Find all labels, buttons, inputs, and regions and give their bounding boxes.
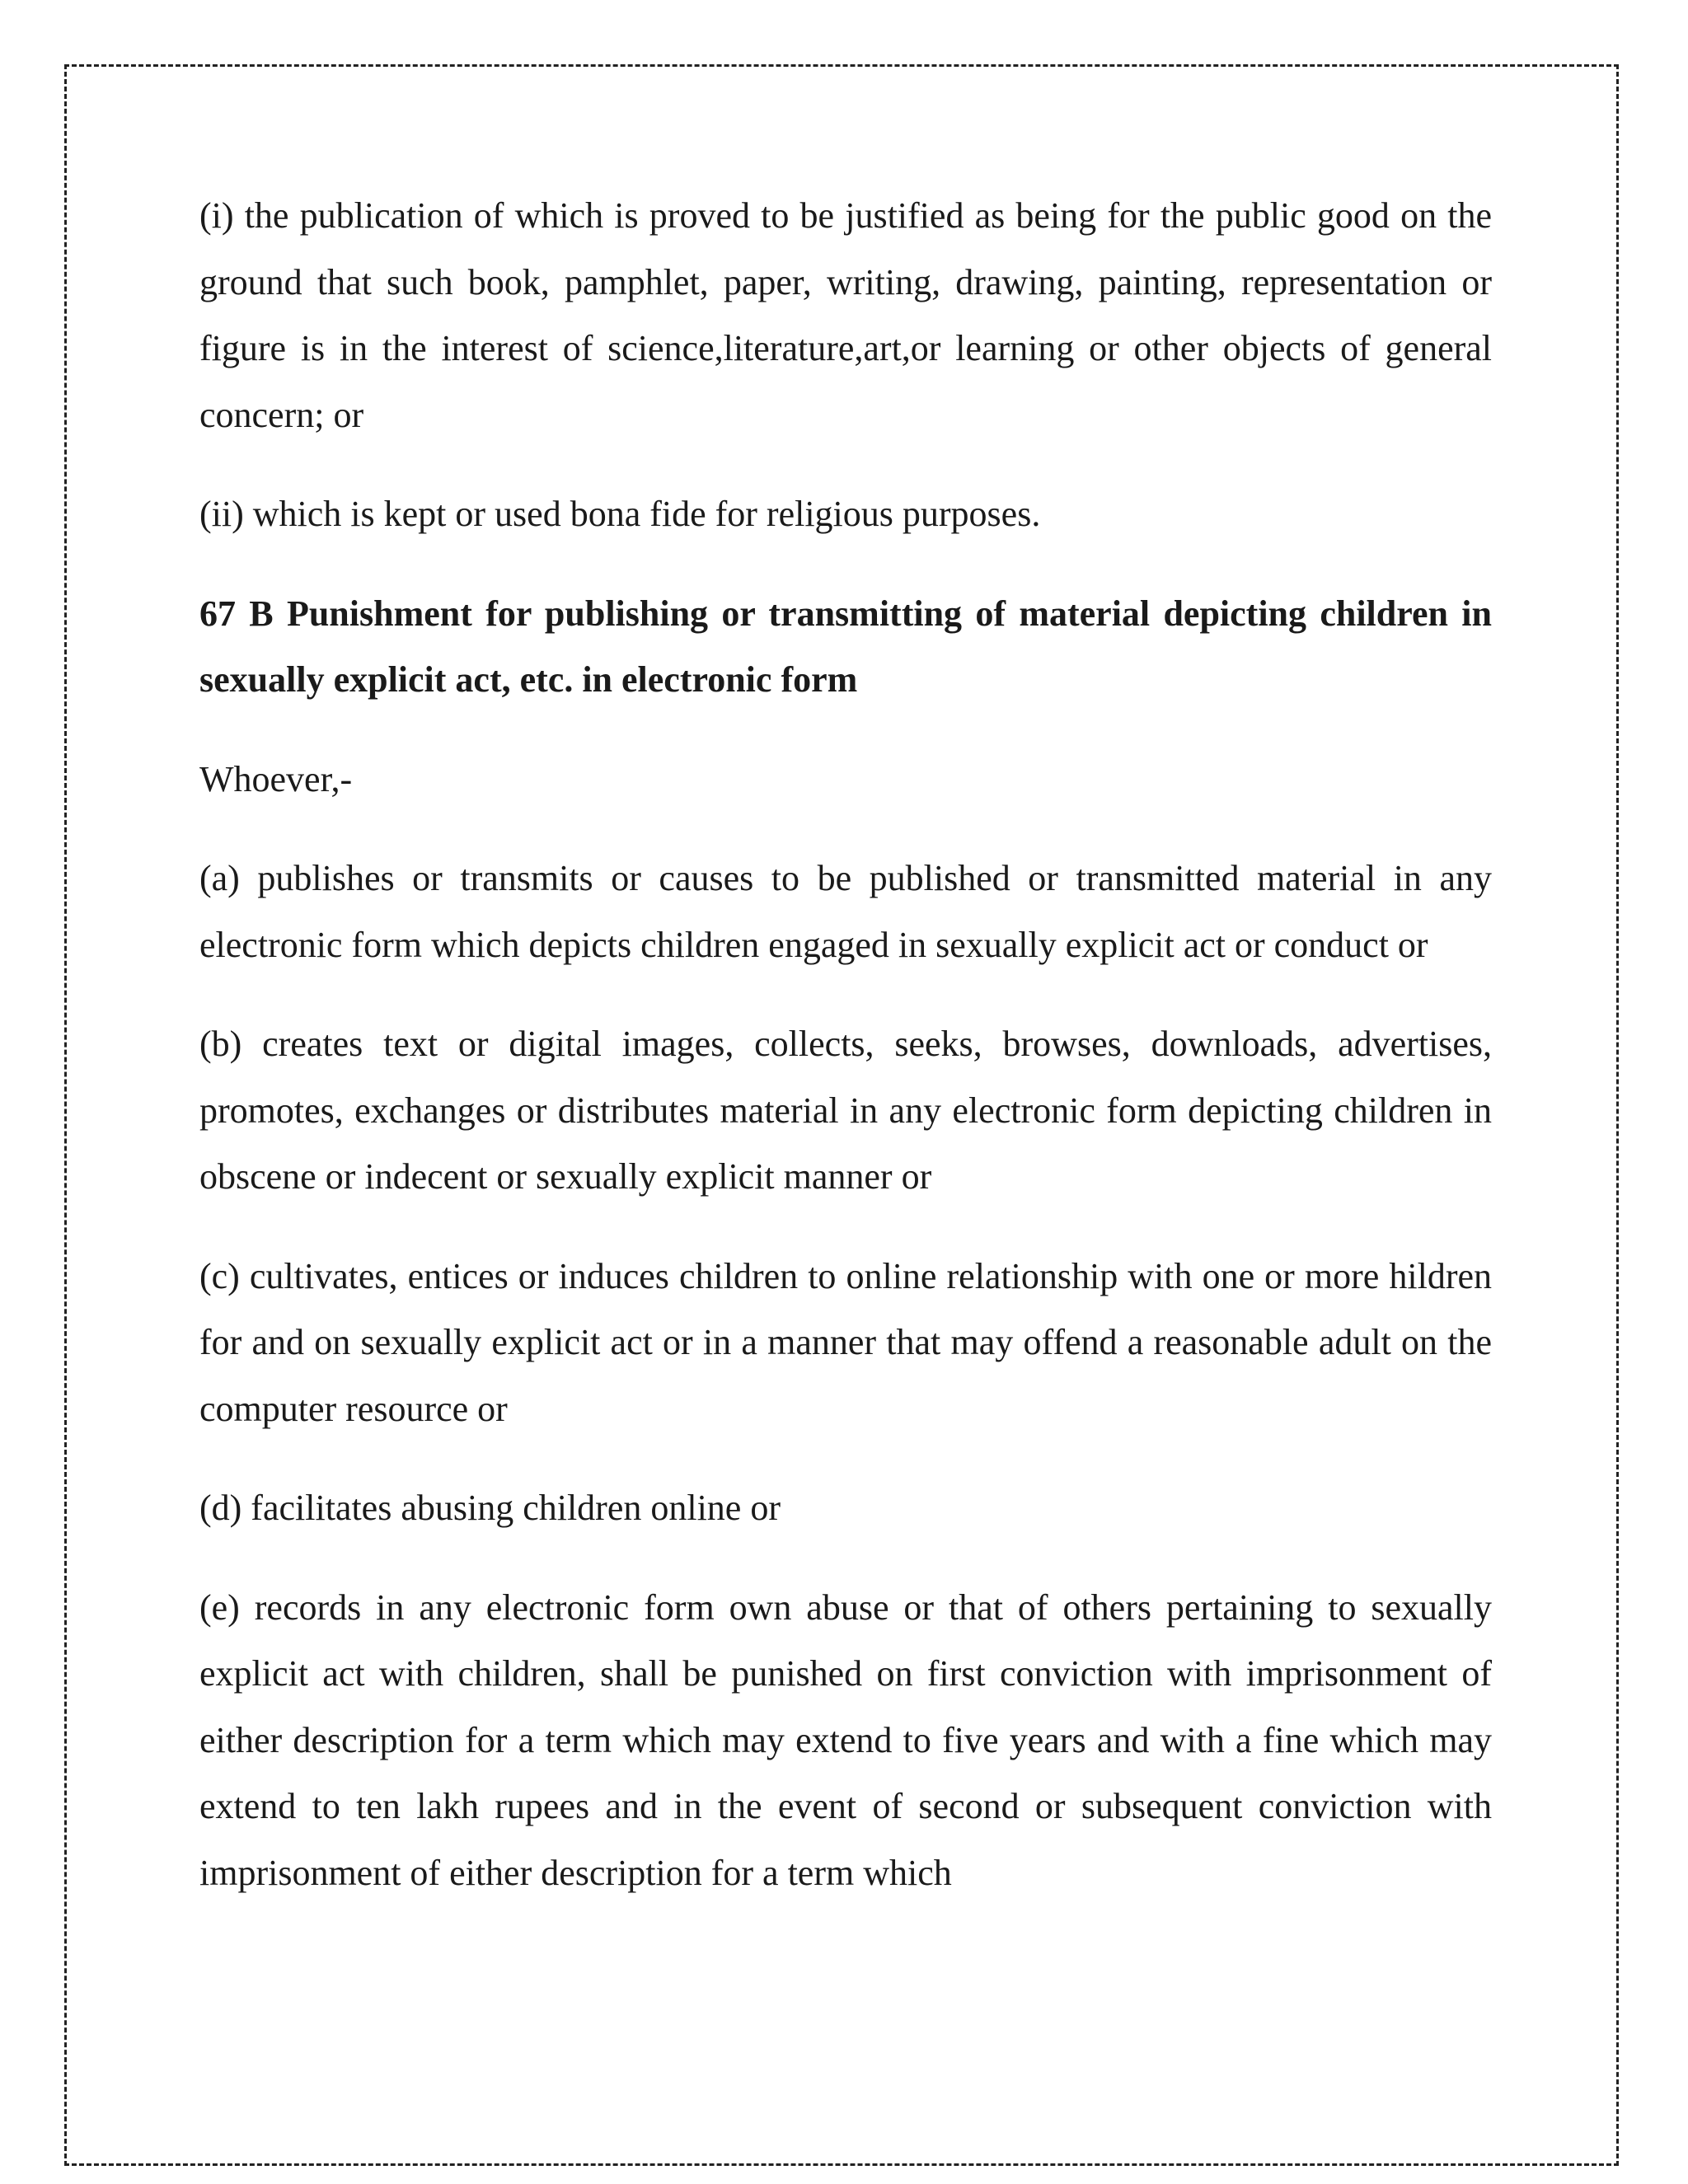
clause-b: (b) creates text or digital images, collects, seeks, browses, downloads, advertises, promotes, exchanges or distributes material in any electronic form depicting children in obscene or indecent or sexually explicit manner or <box>199 1024 1492 1197</box>
clause-i: (i) the publication of which is proved to be justified as being for the public good on the ground that such book, pamphlet, paper, writing, drawing, painting, representation or figure is in the interest of science,literature,art,or learning or other objects of general concern; or <box>199 195 1492 435</box>
clause-e: (e) records in any electronic form own abuse or that of others pertaining to sexually explicit act with children, shall be punished on first conviction with imprisonment of either description for a term which may extend to five years and with a fine which may extend to ten lakh rupees and in the event of second or subsequent conviction with imprisonment of either description for a term which <box>199 1586 1492 1893</box>
document-body <box>199 183 1492 1906</box>
clause-d: (d) facilitates abusing children online or <box>199 1488 781 1528</box>
section-heading-67b: 67 B Punishment for publishing or transmitting of material depicting children in sexually explicit act, etc. in electronic form <box>199 593 1492 700</box>
clause-a: (a) publishes or transmits or causes to be published or transmitted material in any electronic form which depicts children engaged in sexually explicit act or conduct or <box>199 858 1492 965</box>
whoever-intro: Whoever,- <box>199 758 353 799</box>
clause-ii: (ii) which is kept or used bona fide for religious purposes. <box>199 494 1041 534</box>
clause-c: (c) cultivates, entices or induces children to online relationship with one or more hildren for and on sexually explicit act or in a manner that may offend a reasonable adult on the computer resource or <box>199 1255 1492 1429</box>
